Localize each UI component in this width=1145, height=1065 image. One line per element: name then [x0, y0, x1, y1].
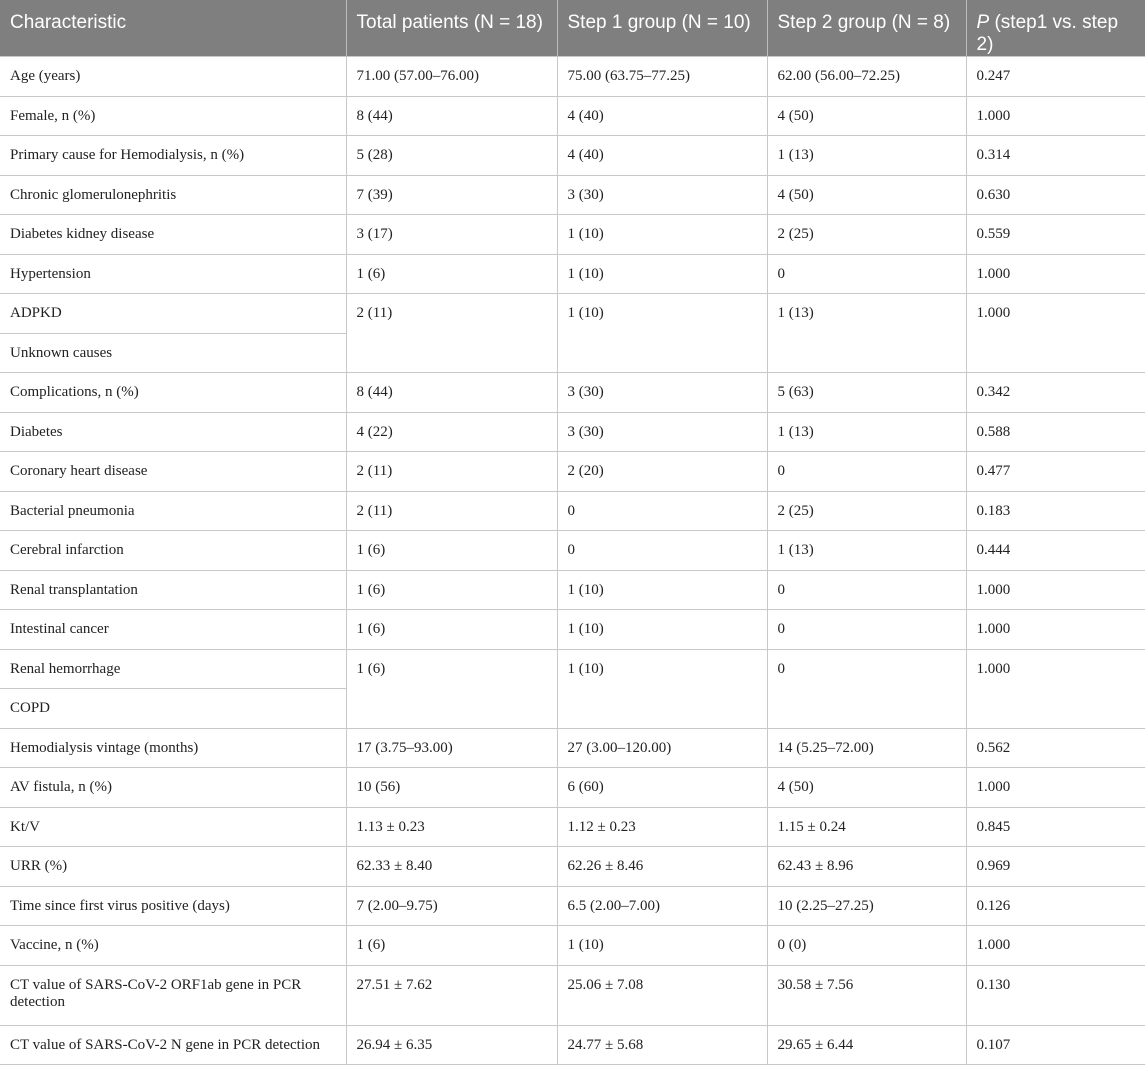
cell-characteristic: Renal hemorrhage: [0, 649, 346, 689]
cell-step1: 2 (20): [557, 452, 767, 492]
cell-step2: 1 (13): [767, 294, 966, 373]
header-row: [0, 0, 1145, 57]
cell-p-value: 0.314: [966, 136, 1145, 176]
cell-step1: 3 (30): [557, 175, 767, 215]
cell-step2: 1 (13): [767, 136, 966, 176]
table-row: [0, 175, 1145, 215]
cell-characteristic: Bacterial pneumonia: [0, 491, 346, 531]
cell-step1: 1 (10): [557, 254, 767, 294]
cell-characteristic: Diabetes: [0, 412, 346, 452]
cell-total: 7 (2.00–9.75): [346, 886, 557, 926]
cell-step2: 0: [767, 452, 966, 492]
cell-characteristic: Coronary heart disease: [0, 452, 346, 492]
cell-characteristic: CT value of SARS-CoV-2 N gene in PCR detection: [0, 1025, 346, 1065]
cell-step2: 5 (63): [767, 373, 966, 413]
cell-p-value: 0.342: [966, 373, 1145, 413]
cell-total: 10 (56): [346, 768, 557, 808]
table-row: [0, 768, 1145, 808]
cell-step2: 1.15 ± 0.24: [767, 807, 966, 847]
cell-characteristic: Hypertension: [0, 254, 346, 294]
cell-p-value: 1.000: [966, 649, 1145, 728]
cell-total: 4 (22): [346, 412, 557, 452]
table-row: [0, 570, 1145, 610]
cell-characteristic: Female, n (%): [0, 96, 346, 136]
cell-p-value: 1.000: [966, 926, 1145, 966]
cell-characteristic: Renal transplantation: [0, 570, 346, 610]
header-step1-group: Step 1 group (N = 10): [557, 0, 767, 57]
cell-p-value: 1.000: [966, 96, 1145, 136]
cell-step2: 0: [767, 610, 966, 650]
cell-characteristic: Kt/V: [0, 807, 346, 847]
table-row: [0, 965, 1145, 1025]
cell-characteristic: ADPKD: [0, 294, 346, 334]
cell-step1: 4 (40): [557, 136, 767, 176]
cell-step1: 6 (60): [557, 768, 767, 808]
cell-step1: 25.06 ± 7.08: [557, 965, 767, 1025]
table-row: [0, 412, 1145, 452]
cell-total: 8 (44): [346, 373, 557, 413]
cell-step1: 1 (10): [557, 215, 767, 255]
cell-total: 1 (6): [346, 926, 557, 966]
cell-p-value: 0.588: [966, 412, 1145, 452]
cell-step2: 2 (25): [767, 215, 966, 255]
table-row: [0, 886, 1145, 926]
cell-p-value: 0.559: [966, 215, 1145, 255]
cell-total: 3 (17): [346, 215, 557, 255]
table-row: [0, 57, 1145, 97]
cell-characteristic: Chronic glomerulonephritis: [0, 175, 346, 215]
cell-step2: 30.58 ± 7.56: [767, 965, 966, 1025]
table-row: [0, 452, 1145, 492]
cell-step1: 1 (10): [557, 926, 767, 966]
header-p-rest: (step1 vs. step 2): [976, 12, 1119, 55]
cell-total: 5 (28): [346, 136, 557, 176]
cell-p-value: 0.126: [966, 886, 1145, 926]
cell-characteristic: Intestinal cancer: [0, 610, 346, 650]
cell-step2: 4 (50): [767, 768, 966, 808]
cell-step2: 4 (50): [767, 96, 966, 136]
table-header: [0, 0, 1145, 57]
cell-p-value: 0.562: [966, 728, 1145, 768]
table-row: [0, 807, 1145, 847]
cell-p-value: 1.000: [966, 294, 1145, 373]
table-row: [0, 926, 1145, 966]
table-row: [0, 531, 1145, 571]
cell-total: 8 (44): [346, 96, 557, 136]
cell-step1: 62.26 ± 8.46: [557, 847, 767, 887]
cell-characteristic: AV fistula, n (%): [0, 768, 346, 808]
cell-total: 1 (6): [346, 649, 557, 728]
table-row: [0, 96, 1145, 136]
cell-total: 71.00 (57.00–76.00): [346, 57, 557, 97]
table-row: [0, 649, 1145, 689]
cell-total: 1.13 ± 0.23: [346, 807, 557, 847]
cell-total: 26.94 ± 6.35: [346, 1025, 557, 1065]
table-row: [0, 728, 1145, 768]
cell-step2: 2 (25): [767, 491, 966, 531]
cell-step2: 1 (13): [767, 412, 966, 452]
cell-p-value: 1.000: [966, 610, 1145, 650]
header-p-letter: P: [976, 12, 990, 33]
cell-total: 1 (6): [346, 570, 557, 610]
table-body: [0, 57, 1145, 1065]
cell-step1: 27 (3.00–120.00): [557, 728, 767, 768]
cell-total: 2 (11): [346, 452, 557, 492]
cell-step2: 62.00 (56.00–72.25): [767, 57, 966, 97]
cell-characteristic: Primary cause for Hemodialysis, n (%): [0, 136, 346, 176]
cell-step2: 4 (50): [767, 175, 966, 215]
cell-step1: 4 (40): [557, 96, 767, 136]
cell-step2: 1 (13): [767, 531, 966, 571]
cell-step1: 1 (10): [557, 610, 767, 650]
header-p-value: [966, 0, 1145, 57]
cell-total: 27.51 ± 7.62: [346, 965, 557, 1025]
cell-total: 2 (11): [346, 294, 557, 373]
cell-total: 1 (6): [346, 531, 557, 571]
cell-p-value: 0.630: [966, 175, 1145, 215]
cell-characteristic: Cerebral infarction: [0, 531, 346, 571]
cell-step1: 1 (10): [557, 570, 767, 610]
cell-total: 2 (11): [346, 491, 557, 531]
cell-p-value: 0.130: [966, 965, 1145, 1025]
cell-p-value: 1.000: [966, 570, 1145, 610]
cell-step2: 0: [767, 254, 966, 294]
cell-characteristic: Unknown causes: [0, 333, 346, 373]
cell-p-value: 0.477: [966, 452, 1145, 492]
cell-p-value: 0.969: [966, 847, 1145, 887]
cell-p-value: 0.107: [966, 1025, 1145, 1065]
cell-step2: 10 (2.25–27.25): [767, 886, 966, 926]
cell-step1: 75.00 (63.75–77.25): [557, 57, 767, 97]
table-row: [0, 136, 1145, 176]
cell-characteristic: Age (years): [0, 57, 346, 97]
cell-step2: 62.43 ± 8.96: [767, 847, 966, 887]
header-characteristic: Characteristic: [0, 0, 346, 57]
table-row: [0, 610, 1145, 650]
cell-characteristic: Time since first virus positive (days): [0, 886, 346, 926]
cell-characteristic: COPD: [0, 689, 346, 729]
cell-p-value: 1.000: [966, 254, 1145, 294]
cell-p-value: 0.183: [966, 491, 1145, 531]
cell-step1: 1 (10): [557, 294, 767, 373]
cell-p-value: 0.845: [966, 807, 1145, 847]
cell-characteristic: Vaccine, n (%): [0, 926, 346, 966]
cell-step1: 3 (30): [557, 373, 767, 413]
header-total-patients: Total patients (N = 18): [346, 0, 557, 57]
table-row: [0, 215, 1145, 255]
cell-step1: 1 (10): [557, 649, 767, 728]
cell-p-value: 0.444: [966, 531, 1145, 571]
cell-step1: 6.5 (2.00–7.00): [557, 886, 767, 926]
table-row: [0, 491, 1145, 531]
header-step2-group: Step 2 group (N = 8): [767, 0, 966, 57]
cell-total: 17 (3.75–93.00): [346, 728, 557, 768]
cell-characteristic: Hemodialysis vintage (months): [0, 728, 346, 768]
cell-p-value: 1.000: [966, 768, 1145, 808]
table-row: [0, 254, 1145, 294]
cell-step2: 0 (0): [767, 926, 966, 966]
cell-step2: 29.65 ± 6.44: [767, 1025, 966, 1065]
cell-step2: 0: [767, 570, 966, 610]
cell-characteristic: URR (%): [0, 847, 346, 887]
cell-step2: 0: [767, 649, 966, 728]
cell-total: 7 (39): [346, 175, 557, 215]
cell-step1: 24.77 ± 5.68: [557, 1025, 767, 1065]
cell-step1: 0: [557, 491, 767, 531]
table-row: [0, 294, 1145, 334]
cell-step2: 14 (5.25–72.00): [767, 728, 966, 768]
table-row: [0, 373, 1145, 413]
cell-characteristic: CT value of SARS-CoV-2 ORF1ab gene in PCR detection: [0, 965, 346, 1025]
cell-p-value: 0.247: [966, 57, 1145, 97]
cell-characteristic: Diabetes kidney disease: [0, 215, 346, 255]
cell-total: 1 (6): [346, 610, 557, 650]
cell-step1: 1.12 ± 0.23: [557, 807, 767, 847]
cell-step1: 3 (30): [557, 412, 767, 452]
cell-step1: 0: [557, 531, 767, 571]
cell-total: 62.33 ± 8.40: [346, 847, 557, 887]
table-row: [0, 847, 1145, 887]
cell-characteristic: Complications, n (%): [0, 373, 346, 413]
cell-total: 1 (6): [346, 254, 557, 294]
